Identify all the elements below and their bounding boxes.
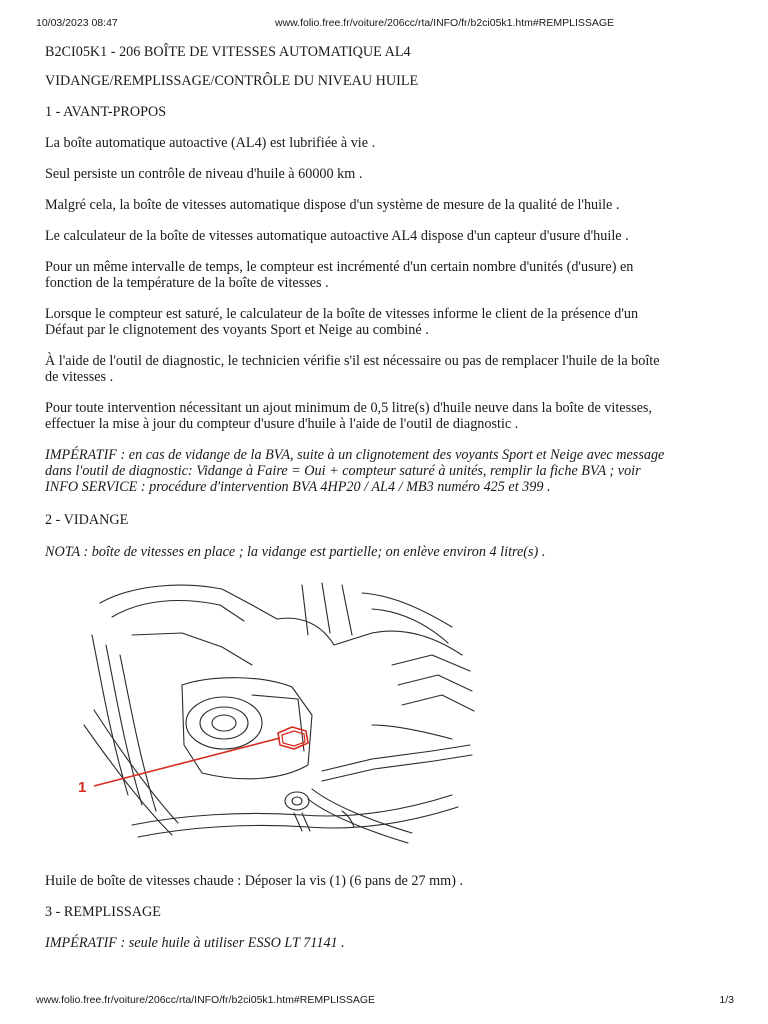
paragraph-deposer-vis: Huile de boîte de vitesses chaude : Déposer la vis (1) (6 pans de 27 mm) . bbox=[45, 873, 464, 889]
imperatif-line-1: IMPÉRATIF : en cas de vidange de la BVA, suite à un clignotement des voyants Sport et Neige avec message bbox=[45, 447, 665, 463]
paragraph-compteur-line-1: Pour un même intervalle de temps, le compteur est incrémenté d'un certain nombre d'unités (d'usure) en bbox=[45, 259, 634, 275]
paragraph-mesure-qualite: Malgré cela, la boîte de vitesses automatique dispose d'un système de mesure de la qualité de l'huile . bbox=[45, 197, 620, 213]
section-heading-remplissage: 3 - REMPLISSAGE bbox=[45, 904, 161, 920]
imperatif-huile: IMPÉRATIF : seule huile à utiliser ESSO LT 71141 . bbox=[45, 935, 345, 951]
page-number: 1/3 bbox=[719, 994, 734, 1006]
nota-vidange: NOTA : boîte de vitesses en place ; la vidange est partielle; on enlève environ 4 litre(s) . bbox=[45, 544, 546, 560]
print-footer-url: www.folio.free.fr/voiture/206cc/rta/INFO/fr/b2ci05k1.htm#REMPLISSAGE bbox=[36, 994, 376, 1006]
document-code-title: B2CI05K1 - 206 BOÎTE DE VITESSES AUTOMATIQUE AL4 bbox=[45, 44, 411, 60]
imperatif-line-3: INFO SERVICE : procédure d'intervention BVA 4HP20 / AL4 / MB3 numéro 425 et 399 . bbox=[45, 479, 551, 495]
paragraph-compteur-line-2: fonction de la température de la boîte de vitesses . bbox=[45, 275, 329, 291]
paragraph-ajout-huile-line-2: effectuer la mise à jour du compteur d'usure d'huile à l'aide de l'outil de diagnostic . bbox=[45, 416, 519, 432]
imperatif-line-2: dans l'outil de diagnostic: Vidange à Faire = Oui + compteur saturé à unités, remplir la fiche BVA ; voir bbox=[45, 463, 641, 479]
paragraph-lubrification: La boîte automatique autoactive (AL4) est lubrifiée à vie . bbox=[45, 135, 376, 151]
paragraph-diagnostic-line-2: de vitesses . bbox=[45, 369, 114, 385]
print-datetime: 10/03/2023 08:47 bbox=[36, 17, 118, 29]
paragraph-diagnostic-line-1: À l'aide de l'outil de diagnostic, le technicien vérifie s'il est nécessaire ou pas de remplacer l'huile de la boîte bbox=[45, 353, 660, 369]
print-header-url: www.folio.free.fr/voiture/206cc/rta/INFO/fr/b2ci05k1.htm#REMPLISSAGE bbox=[275, 17, 615, 29]
paragraph-saturation-line-1: Lorsque le compteur est saturé, le calculateur de la boîte de vitesses informe le client de la présence d'un bbox=[45, 306, 639, 322]
technical-drawing bbox=[72, 575, 482, 855]
callout-label: 1 bbox=[78, 779, 87, 796]
section-heading-avant-propos: 1 - AVANT-PROPOS bbox=[45, 104, 167, 120]
paragraph-controle-niveau: Seul persiste un contrôle de niveau d'huile à 60000 km . bbox=[45, 166, 363, 182]
paragraph-saturation-line-2: Défaut par le clignotement des voyants Sport et Neige au combiné . bbox=[45, 322, 429, 338]
paragraph-ajout-huile-line-1: Pour toute intervention nécessitant un ajout minimum de 0,5 litre(s) d'huile neuve dans la boîte de vitesses, bbox=[45, 400, 652, 416]
document-subtitle: VIDANGE/REMPLISSAGE/CONTRÔLE DU NIVEAU HUILE bbox=[45, 73, 419, 89]
section-heading-vidange: 2 - VIDANGE bbox=[45, 512, 129, 528]
paragraph-capteur-usure: Le calculateur de la boîte de vitesses automatique autoactive AL4 dispose d'un capteur d'usure d'huile . bbox=[45, 228, 629, 244]
gearbox-drain-plug-illustration bbox=[72, 575, 482, 855]
